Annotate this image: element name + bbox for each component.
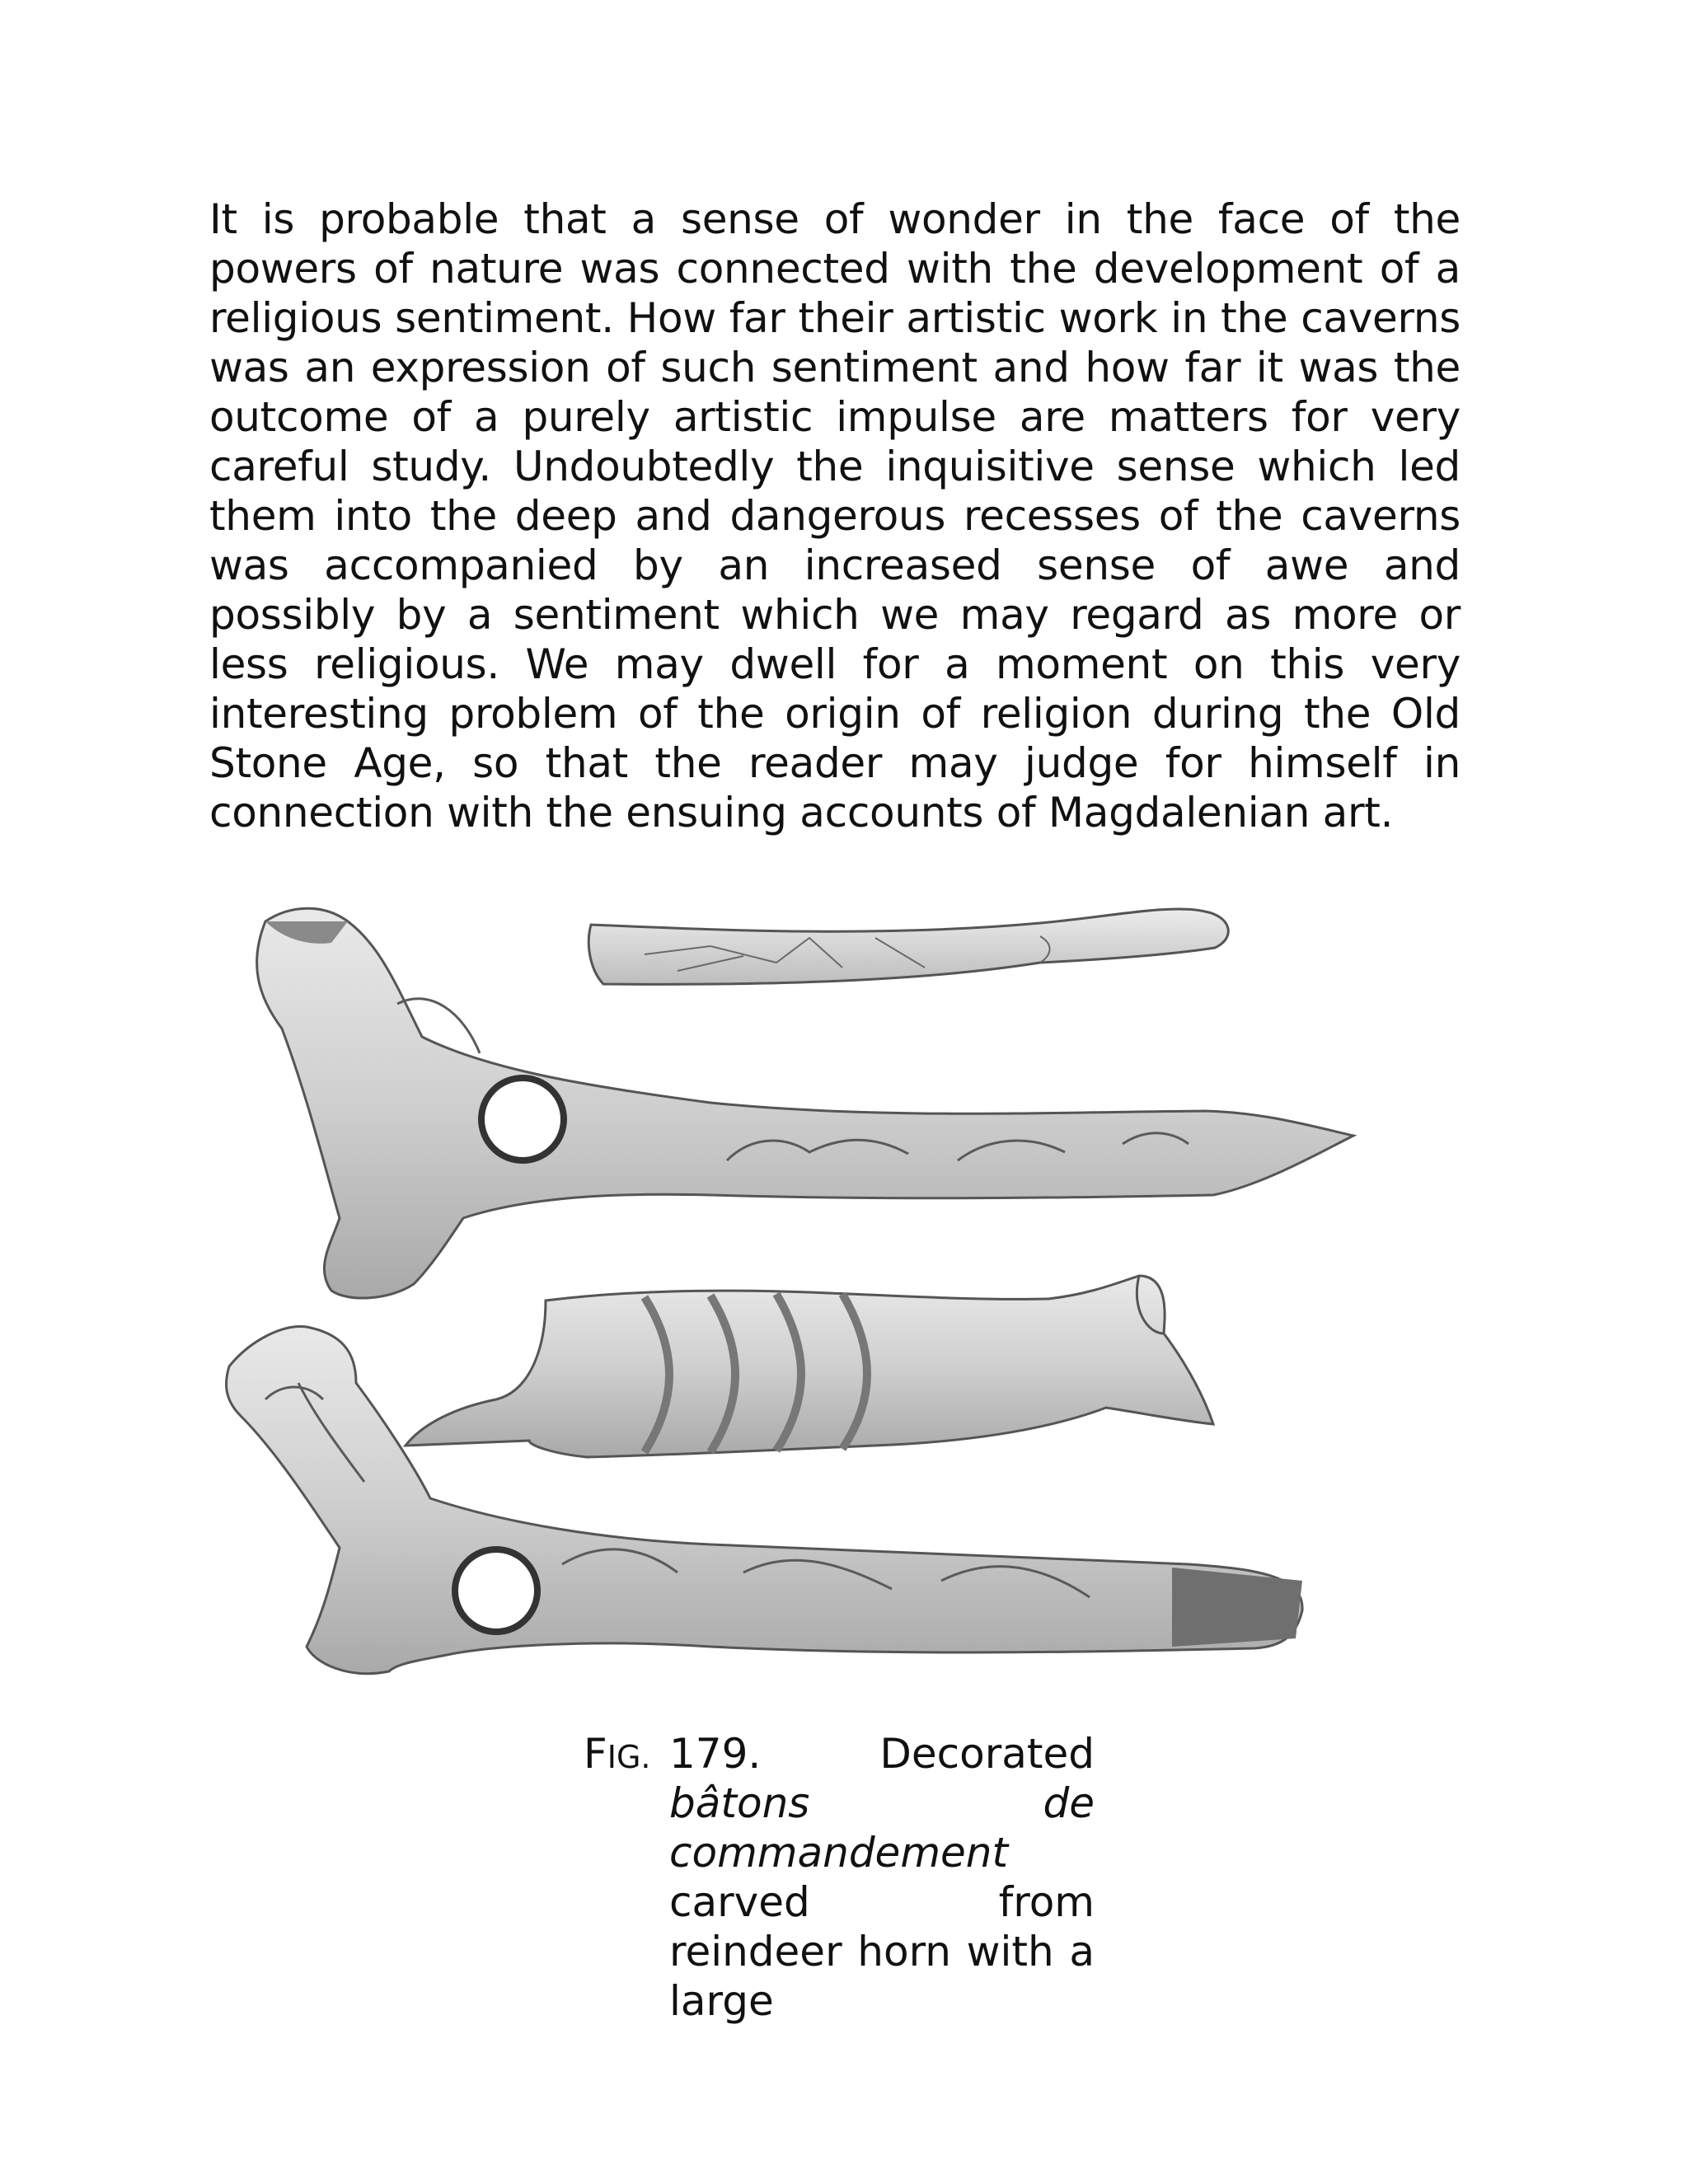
body-paragraph: It is probable that a sense of wonder in the face of the powers of nature was connected with the development of a religious sentiment. How far their artistic work in the caverns was an expression of such sentiment and how far it was the outcome of a purely artistic impulse are matters for very careful study. Undoubtedly the inquisitive sense which led them into the deep and dangerous recesses of the caverns was accompanied by an increased sense of awe and possibly by a sentiment which we may regard as more or less religious. We may dwell for a moment on this very interesting problem of the origin of religion during the Old Stone Age, so that the reader may judge for himself in connection with the ensuing accounts of Magdalenian art. [209,195,1461,837]
baton-fragment-top [588,909,1228,984]
caption-tail: carved from reindeer horn with a large [669,1878,1095,2025]
baton-spiral-carved [406,1276,1213,1457]
figure-label [584,1729,651,1782]
batons-de-commandement-illustration [216,888,1456,1696]
figure-label-smallcaps: IG. [607,1739,651,1775]
caption-italic-term: bâtons de commandement [669,1779,1095,1877]
figure-caption-text [669,1729,1095,2026]
figure-label-initial: F [584,1730,607,1778]
caption-lead: Decorated [879,1730,1095,1778]
figure-number: 179. [669,1730,762,1778]
figure-179-image [216,888,1456,1696]
